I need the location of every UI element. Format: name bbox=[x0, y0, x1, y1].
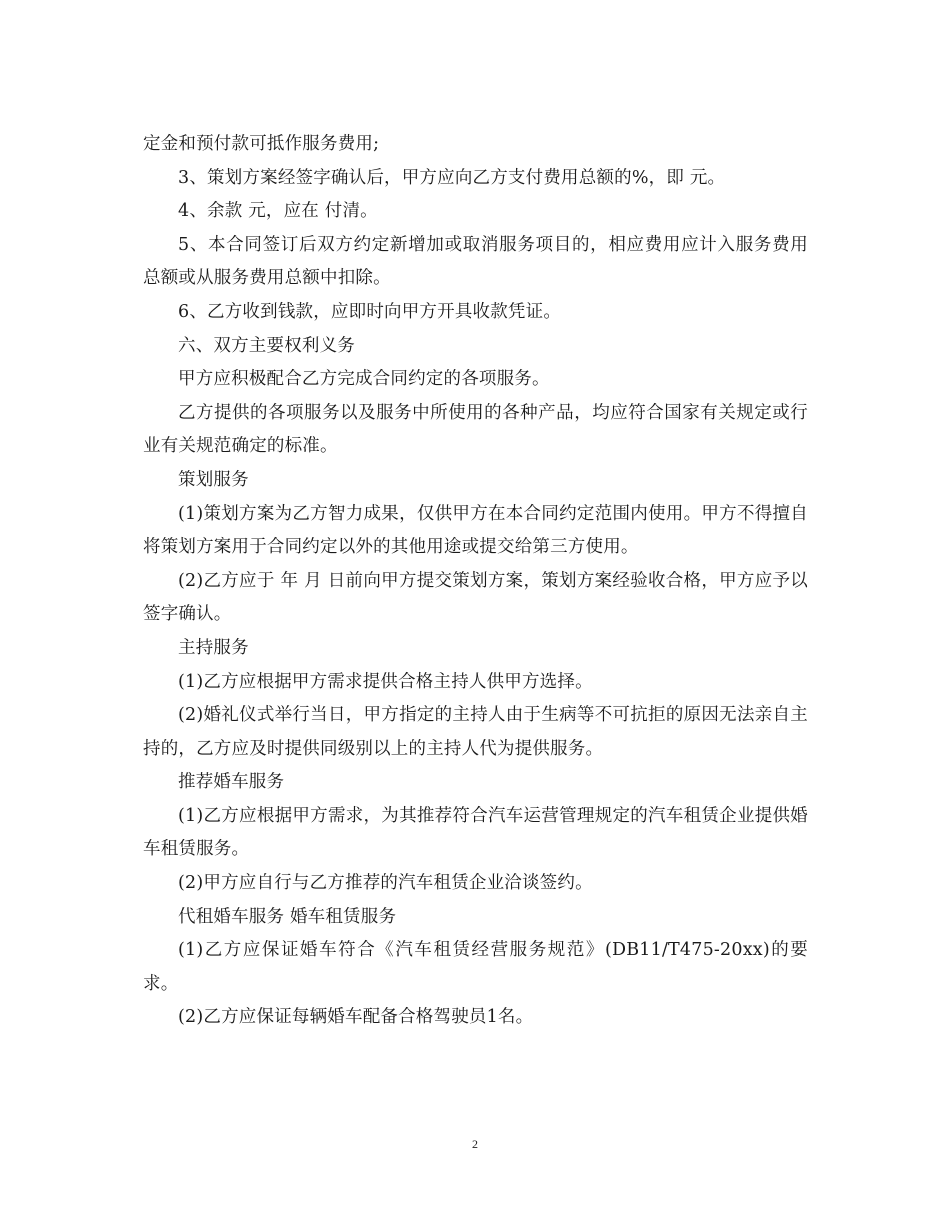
paragraph: (2)甲方应自行与乙方推荐的汽车租赁企业洽谈签约。 bbox=[178, 873, 593, 894]
paragraph: 定金和预付款可抵作服务费用; bbox=[143, 134, 380, 154]
paragraph: (1)乙方应根据甲方需求，为其推荐符合汽车运营管理规定的汽车租赁企业提供婚车租赁服务。 bbox=[143, 805, 808, 860]
paragraph: 甲方应积极配合乙方完成合同约定的各项服务。 bbox=[178, 369, 550, 390]
paragraph: (2)乙方应保证每辆婚车配备合格驾驶员1名。 bbox=[178, 1007, 534, 1028]
paragraph: (1)乙方应保证婚车符合《汽车租赁经营服务规范》(DB11/T475-20xx)的要求。 bbox=[143, 940, 808, 994]
subsection-heading: 推荐婚车服务 bbox=[178, 772, 285, 793]
paragraph: 6、乙方收到钱款，应即时向甲方开具收款凭证。 bbox=[178, 301, 562, 322]
subsection-heading: 代租婚车服务 婚车租赁服务 bbox=[178, 906, 397, 927]
document-body bbox=[143, 128, 808, 1035]
subsection-heading: 主持服务 bbox=[178, 637, 249, 658]
paragraph: (2)婚礼仪式举行当日，甲方指定的主持人由于生病等不可抗拒的原因无法亲自主持的，乙方应及时提供同级别以上的主持人代为提供服务。 bbox=[143, 705, 808, 759]
page-number: 2 bbox=[472, 1137, 478, 1151]
paragraph: 3、策划方案经签字确认后，甲方应向乙方支付费用总额的%，即 元。 bbox=[178, 167, 726, 188]
subsection-heading: 策划服务 bbox=[178, 469, 249, 490]
paragraph: (1)乙方应根据甲方需求提供合格主持人供甲方选择。 bbox=[178, 671, 593, 692]
paragraph: 5、本合同签订后双方约定新增加或取消服务项目的，相应费用应计入服务费用总额或从服务费用总额中扣除。 bbox=[143, 234, 808, 289]
section-heading: 六、双方主要权利义务 bbox=[178, 335, 355, 356]
paragraph: 乙方提供的各项服务以及服务中所使用的各种产品，均应符合国家有关规定或行业有关规范确定的标准。 bbox=[143, 402, 808, 457]
paragraph: (2)乙方应于 年 月 日前向甲方提交策划方案，策划方案经验收合格，甲方应予以签字确认。 bbox=[143, 570, 808, 625]
paragraph: 4、余款 元，应在 付清。 bbox=[178, 201, 378, 222]
paragraph: (1)策划方案为乙方智力成果，仅供甲方在本合同约定范围内使用。甲方不得擅自将策划方案用于合同约定以外的其他用途或提交给第三方使用。 bbox=[143, 503, 808, 558]
